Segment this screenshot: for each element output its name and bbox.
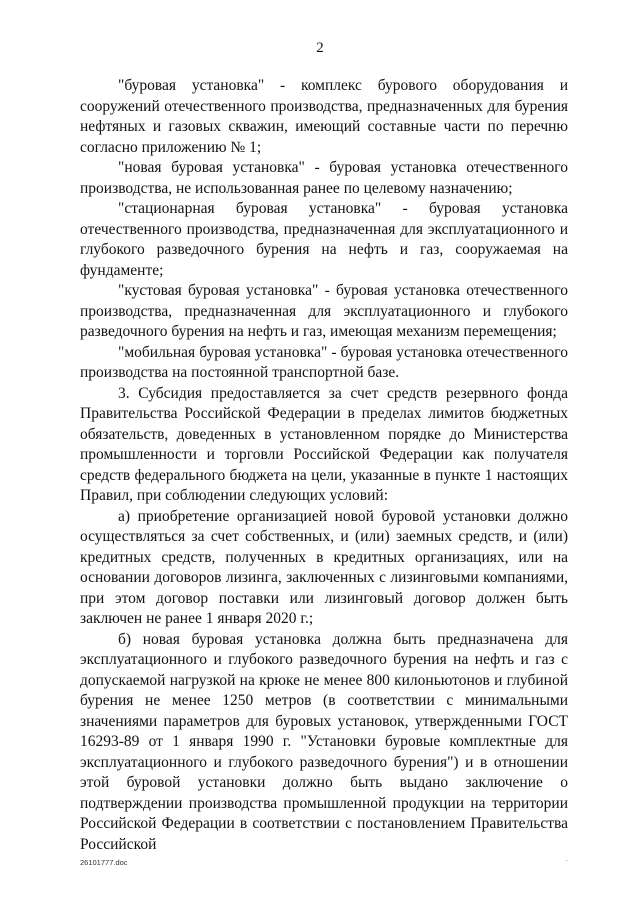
footer-filename: 26101777.doc <box>80 858 128 867</box>
document-body <box>80 76 568 855</box>
definition-stationary-drilling-rig: "стационарная буровая установка" - буровая установка отечественного производства, предназначенная для эксплуатационного и глубокого разведочного бурения на нефть и газ, сооружаемая на фундаменте; <box>80 200 568 279</box>
condition-a: а) приобретение организацией новой буровой установки должно осуществляться за счет собственных, и (или) заемных средств, и (или) кредитных средств, полученных в кредитных организациях, или на основании договоров лизинга, заключенных с лизинговыми компаниями, при этом договор поставки или лизинговый договор должен быть заключен не ранее 1 января 2020 г.; <box>80 507 568 627</box>
definition-cluster-drilling-rig: "кустовая буровая установка" - буровая установка отечественного производства, предназначенная для эксплуатационного и глубокого разведочного бурения на нефть и газ, имеющая механизм перемещения; <box>80 282 568 340</box>
clause-3-subsidy: 3. Субсидия предоставляется за счет средств резервного фонда Правительства Российской Федерации в пределах лимитов бюджетных обязательств, доведенных в установленном порядке до Министерства промышленности и торговли Российской Федерации как получателя средств федерального бюджета на цели, указанные в пункте 1 настоящих Правил, при соблюдении следующих условий: <box>80 384 568 504</box>
definition-new-drilling-rig: "новая буровая установка" - буровая установка отечественного производства, не использованная ранее по целевому назначению; <box>80 159 568 197</box>
definition-mobile-drilling-rig: "мобильная буровая установка" - буровая установка отечественного производства на постоянной транспортной базе. <box>80 343 568 381</box>
definition-drilling-rig: "буровая установка" - комплекс бурового оборудования и сооружений отечественного производства, предназначенных для бурения нефтяных и газовых скважин, имеющий составные части по перечню согласно приложению № 1; <box>80 77 568 156</box>
footer-mark: . <box>566 856 568 863</box>
page-number: 2 <box>316 40 324 56</box>
condition-b: б) новая буровая установка должна быть предназначена для эксплуатационного и глубокого разведочного бурения на нефть и газ с допускаемой нагрузкой на крюке не менее 800 килоньютонов и глубиной бурения не менее 1250 метров (в соответствии с минимальными значениями параметров для буровых установок, утвержденными ГОСТ 16293-89 от 1 января 1990 г. "Установки буровые комплектные для эксплуатационного и глубокого разведочного бурения") и в отношении этой буровой установки должно быть выдано заключение о подтверждении производства промышленной продукции на территории Российской Федерации в соответствии с постановлением Правительства Российской <box>80 630 568 853</box>
